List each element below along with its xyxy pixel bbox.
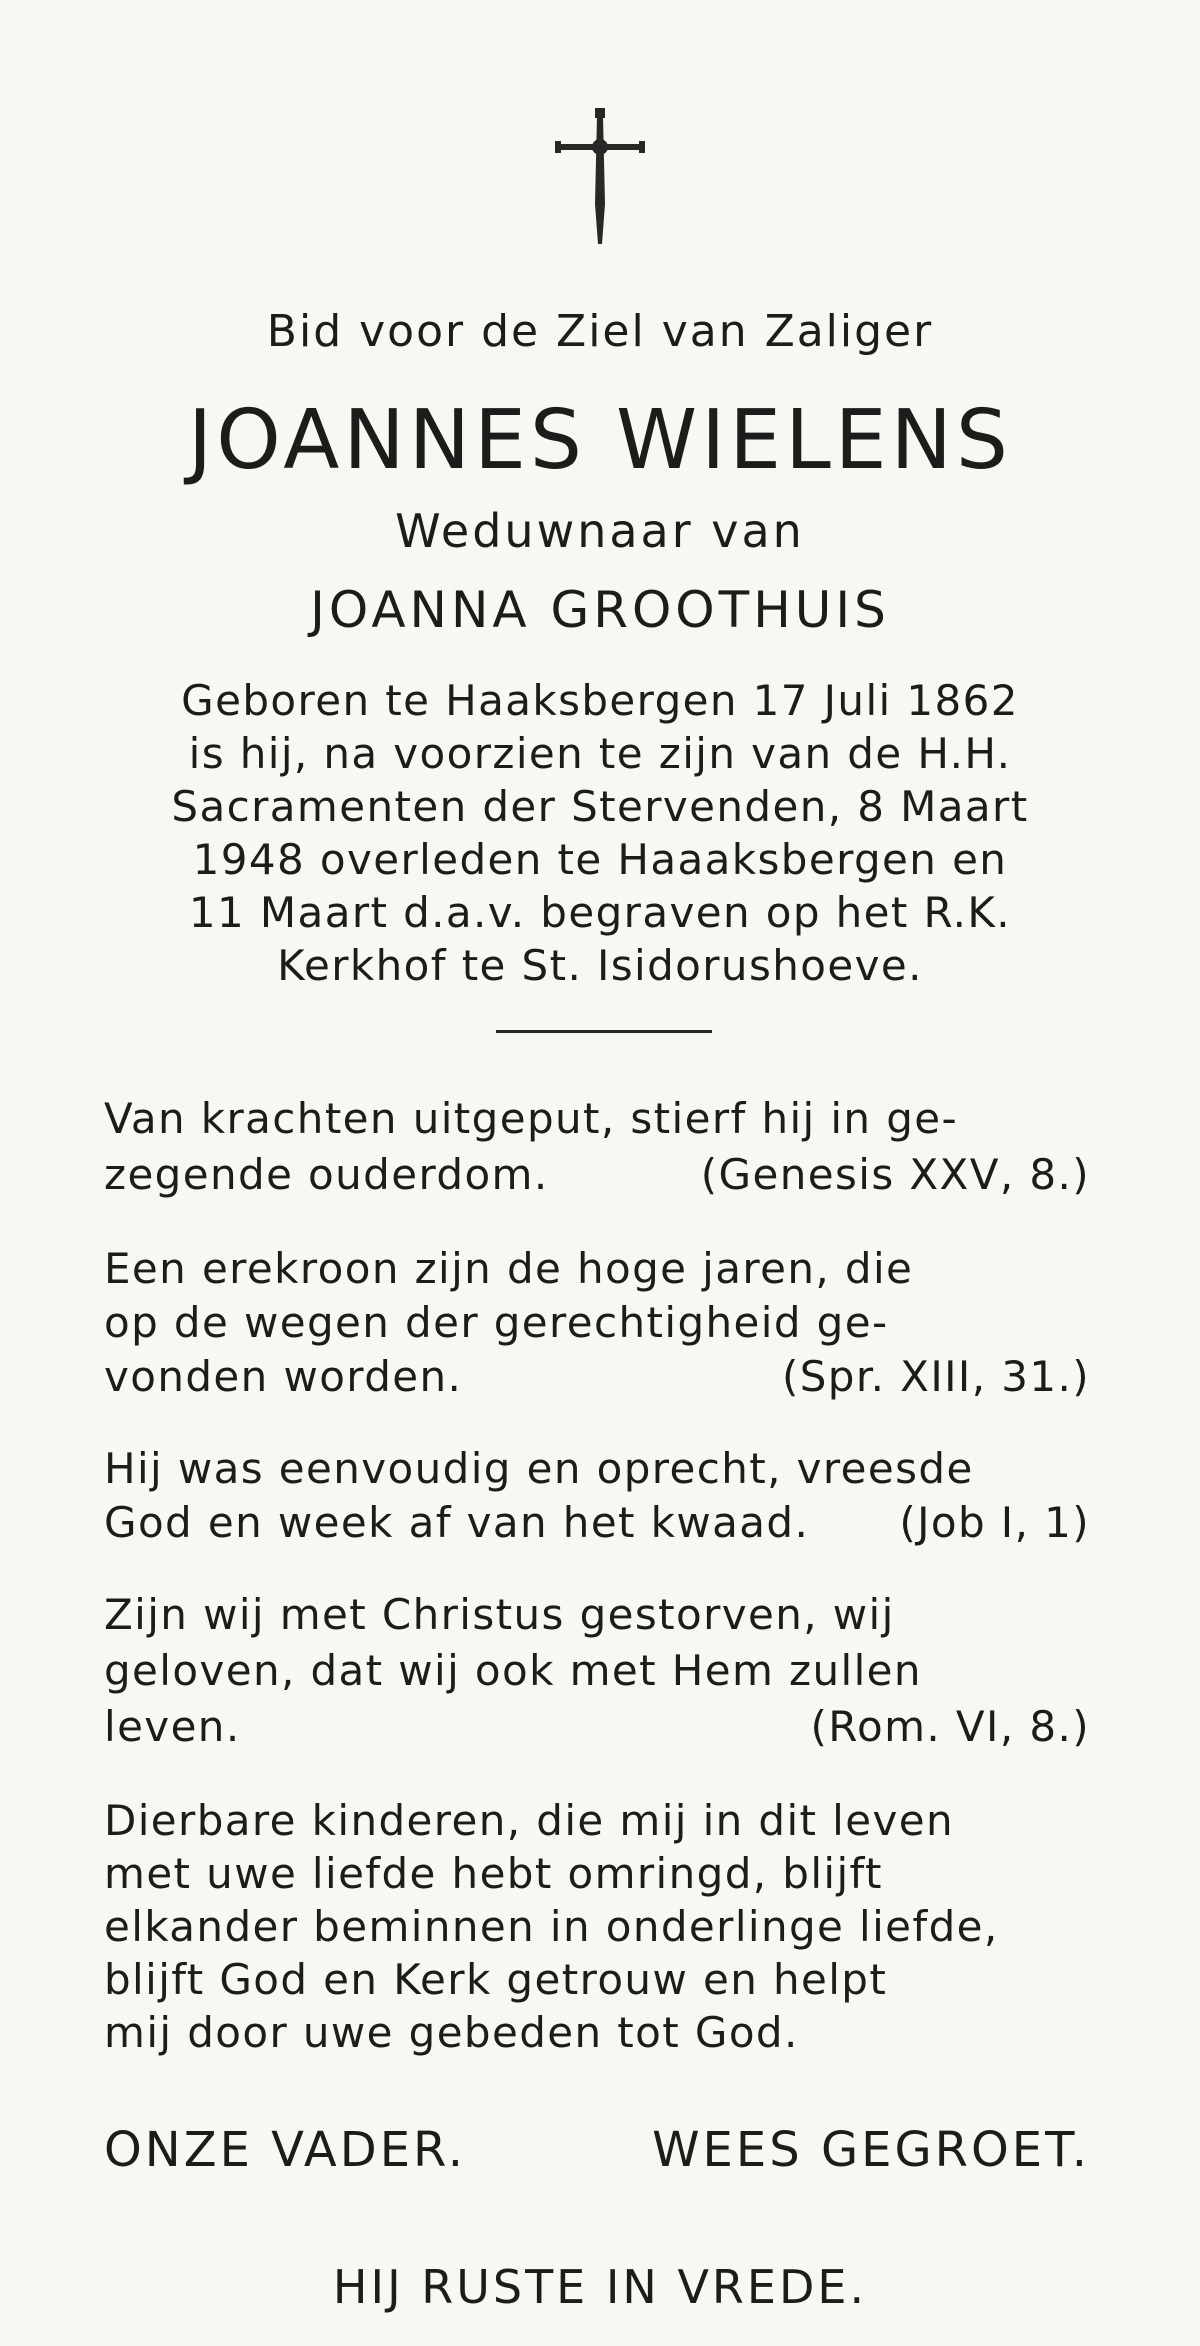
verse-line: God en week af van het kwaad. <box>104 1498 810 1547</box>
farewell-line: mij door uwe gebeden tot God. <box>104 2008 799 2057</box>
verse-line: Hij was eenvoudig en oprecht, vreesde <box>104 1444 974 1493</box>
prayer-hail-mary: WEES GEGROET. <box>652 2122 1090 2178</box>
farewell-line: met uwe liefde hebt omringd, blijft <box>104 1849 883 1898</box>
bio-line: 1948 overleden te Haaaksbergen en <box>192 835 1008 884</box>
verse-line: geloven, dat wij ook met Hem zullen <box>104 1646 922 1695</box>
verse-reference: (Spr. XIII, 31.) <box>781 1352 1090 1401</box>
verse-line: leven. <box>104 1702 241 1751</box>
verse-line: op de wegen der gerechtigheid ge- <box>104 1298 889 1347</box>
closing-line: HIJ RUSTE IN VREDE. <box>332 2260 868 2314</box>
verse-reference: (Genesis XXV, 8.) <box>700 1150 1090 1199</box>
relation-label: Weduwnaar van <box>395 504 805 558</box>
verse-line: zegende ouderdom. <box>104 1150 549 1199</box>
verse-line: Een erekroon zijn de hoge jaren, die <box>104 1244 914 1293</box>
cross-icon <box>555 108 645 248</box>
farewell-line: blijft God en Kerk getrouw en helpt <box>104 1955 888 2004</box>
verse-line: vonden worden. <box>104 1352 463 1401</box>
spouse-name: JOANNA GROOTHUIS <box>310 581 890 639</box>
bio-line: Sacramenten der Stervenden, 8 Maart <box>171 782 1029 831</box>
verse-line: Zijn wij met Christus gestorven, wij <box>104 1590 895 1639</box>
bio-line: Kerkhof te St. Isidorushoeve. <box>277 941 923 990</box>
farewell-line: elkander beminnen in onderlinge liefde, <box>104 1902 999 1951</box>
divider <box>496 1030 712 1033</box>
farewell-line: Dierbare kinderen, die mij in dit leven <box>104 1796 954 1845</box>
verse-reference: (Job I, 1) <box>899 1498 1090 1547</box>
bio-line: is hij, na voorzien te zijn van de H.H. <box>188 729 1012 778</box>
bio-line: 11 Maart d.a.v. begraven op het R.K. <box>188 888 1012 937</box>
card-header: Bid voor de Ziel van Zaliger <box>266 306 934 357</box>
verse-line: Van krachten uitgeput, stierf hij in ge- <box>104 1094 959 1143</box>
bio-line: Geboren te Haaksbergen 17 Juli 1862 <box>181 676 1019 725</box>
verse-reference: (Rom. VI, 8.) <box>810 1702 1090 1751</box>
prayer-our-father: ONZE VADER. <box>104 2122 466 2178</box>
deceased-name: JOANNES WIELENS <box>188 393 1012 488</box>
